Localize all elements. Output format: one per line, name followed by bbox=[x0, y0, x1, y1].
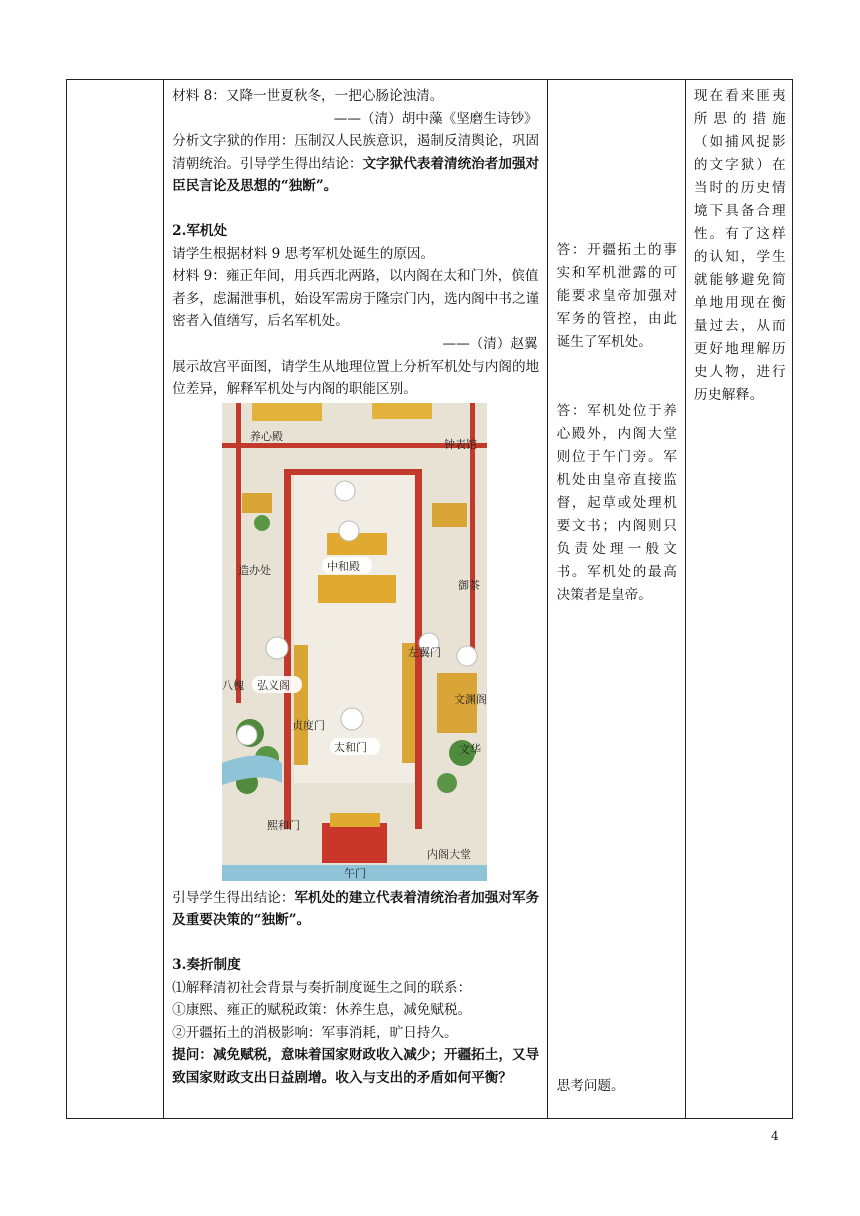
page-number: 4 bbox=[771, 1129, 779, 1143]
map-label-bagai: 八槐 bbox=[222, 678, 245, 692]
analysis-conclusion: 文字狱代表着清统治者加强对臣民言论及思想的“独断”。 bbox=[172, 155, 540, 195]
analysis-paragraph bbox=[172, 130, 540, 198]
map-drawing bbox=[222, 403, 487, 881]
map-label-xihemen: 熙和门 bbox=[267, 818, 301, 832]
question-text: 减免赋税，意味着国家财政收入减少；开疆拓土，又导致国家财政支出日益剧增。收入与支出的矛盾如何平衡？ bbox=[172, 1047, 540, 1086]
map-label-zhonghedian: 中和殿 bbox=[327, 559, 361, 573]
design-note: 现在看来匪夷所思的措施（如捕风捉影的文字狱）在当时的历史情境下具备合理性。有了这样的认知，学生就能够避免简单地用现在衡量过去，从而更好地理解历史人物，进行历史解释。 bbox=[693, 88, 786, 403]
answer-1: 答：开疆拓土的事实和军机泄露的可能要求皇帝加强对军务的管控，由此诞生了军机处。 bbox=[556, 242, 677, 350]
analysis-text: 分析文字狱的作用：压制汉人民族意识，遏制反清舆论，巩固清朝统治。引导学生得出结论： bbox=[172, 133, 540, 172]
question-paragraph bbox=[172, 1044, 540, 1089]
conclusion2-text: 引导学生得出结论： bbox=[172, 889, 295, 906]
question-label: 提问： bbox=[172, 1047, 213, 1064]
section3-item1b: ②开疆拓土的消极影响：军事消耗，旷日持久。 bbox=[172, 1024, 458, 1041]
lesson-table bbox=[66, 79, 793, 1119]
material9-citation: ——（清）赵翼 bbox=[442, 335, 538, 352]
section3-item1: ⑴解释清初社会背景与奏折制度诞生之间的联系： bbox=[172, 979, 472, 996]
map-label-yuchafang: 御茶 bbox=[458, 578, 481, 592]
map-label-zaobanchu: 造办处 bbox=[238, 563, 272, 577]
material8-citation: ——（清）胡中藻《坚磨生诗钞》 bbox=[333, 110, 538, 127]
map-label-zhendumen: 贞度门 bbox=[292, 718, 326, 732]
map-label-wumen: 午门 bbox=[344, 866, 367, 880]
main-content-cell bbox=[164, 80, 548, 1119]
map-label-wenhua: 文华 bbox=[459, 742, 482, 756]
material9-text: 材料 9：雍正年间，用兵西北两路，以内阁在太和门外，傧值者多，虑漏泄事机，始设军需房于隆宗门内，选内阁中书之谨密者入值缮写，后名军机处。 bbox=[172, 268, 540, 330]
student-activity-cell bbox=[547, 80, 685, 1119]
map-label-wenyuange: 文渊阁 bbox=[454, 692, 488, 706]
conclusion2-bold: 军机处的建立代表着清统治者加强对军务及重要决策的“独断”。 bbox=[172, 889, 540, 929]
design-intent-cell bbox=[685, 80, 792, 1119]
answer-2: 答：军机处位于养心殿外，内阁大堂则位于午门旁。军机处由皇帝直接监督，起草或处理机要文书；内阁则只负责处理一般文书。军机处的最高决策者是皇帝。 bbox=[556, 403, 677, 603]
map-label-taihemen: 太和门 bbox=[334, 740, 368, 754]
map-label-hongyige: 弘义阁 bbox=[257, 678, 291, 692]
section3-item1a: ①康熙、雍正的赋税政策：休养生息，减免赋税。 bbox=[172, 1002, 472, 1019]
section2-prompt: 请学生根据材料 9 思考军机处诞生的原因。 bbox=[172, 245, 435, 262]
section2-title: 2.军机处 bbox=[172, 222, 228, 239]
map-label-neigedatang: 内阁大堂 bbox=[427, 847, 472, 861]
section3-title: 3.奏折制度 bbox=[172, 956, 241, 973]
map-label-zuoyimen: 左翼门 bbox=[408, 645, 442, 659]
conclusion2-paragraph bbox=[172, 887, 540, 932]
map-prompt: 展示故宫平面图，请学生从地理位置上分析军机处与内阁的地位差异，解释军机处与内阁的职能区别。 bbox=[172, 358, 540, 398]
material8-text: 材料 8：又降一世夏秋冬，一把心肠论浊清。 bbox=[172, 88, 444, 104]
forbidden-city-map bbox=[222, 403, 487, 881]
map-label-yangxindian: 养心殿 bbox=[250, 429, 284, 443]
map-label-zhongbiaoguan: 钟表馆 bbox=[444, 437, 478, 451]
empty-first-column bbox=[67, 80, 164, 1119]
answer-3: 思考问题。 bbox=[556, 1078, 625, 1094]
